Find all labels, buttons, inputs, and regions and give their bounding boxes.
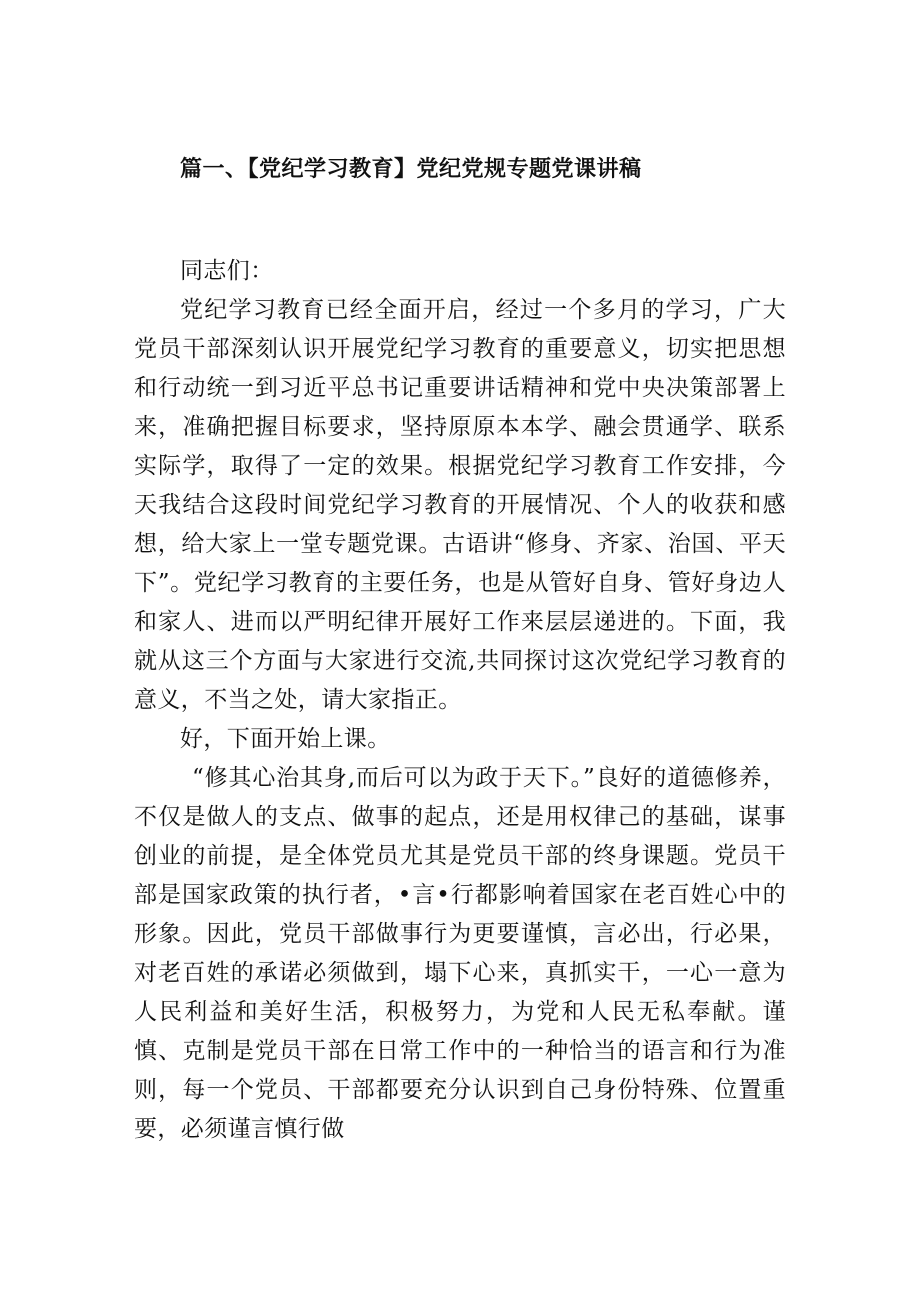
document-title: 篇一、【党纪学习教育】党纪党规专题党课讲稿 <box>180 157 642 182</box>
document-body <box>134 252 786 1149</box>
class-start-paragraph: 好，下面开始上课。 <box>180 726 391 752</box>
self-cultivation-paragraph: “修其心治其身,而后可以为政于天下。”良好的道德修养，不仅是做人的支点、做事的起点，还是用权律己的基础，谋事创业的前提，是全体党员尤其是党员干部的终身课题。党员干部是国家政策的执行者，•言•行都影响着国家在老百姓心中的形象。因此，党员干部做事行为更要谨慎，言必出，行必果，对老百姓的承诺必须做到，塌下心来，真抓实干，一心一意为人民利益和美好生活，积极努力，为党和人民无私奉献。谨慎、克制是党员干部在日常工作中的一种恰当的语言和行为准则，每一个党员、干部都要充分认识到自己身份特殊、位置重要，必须谨言慎行做 <box>134 765 786 1142</box>
salutation-paragraph: 同志们： <box>180 258 274 284</box>
intro-paragraph: 党纪学习教育已经全面开启，经过一个多月的学习，广大党员干部深刻认识开展党纪学习教育的重要意义，切实把思想和行动统一到习近平总书记重要讲话精神和党中央决策部署上来，准确把握目标要求，坚持原原本本学、融会贯通学、联系实际学，取得了一定的效果。根据党纪学习教育工作安排，今天我结合这段时间党纪学习教育的开展情况、个人的收获和感想，给大家上一堂专题党课。古语讲“修身、齐家、治国、平天下”。党纪学习教育的主要任务，也是从管好自身、管好身边人和家人、进而以严明纪律开展好工作来层层递进的。下面，我就从这三个方面与大家进行交流,共同探讨这次党纪学习教育的意义，不当之处，请大家指正。 <box>134 297 786 713</box>
